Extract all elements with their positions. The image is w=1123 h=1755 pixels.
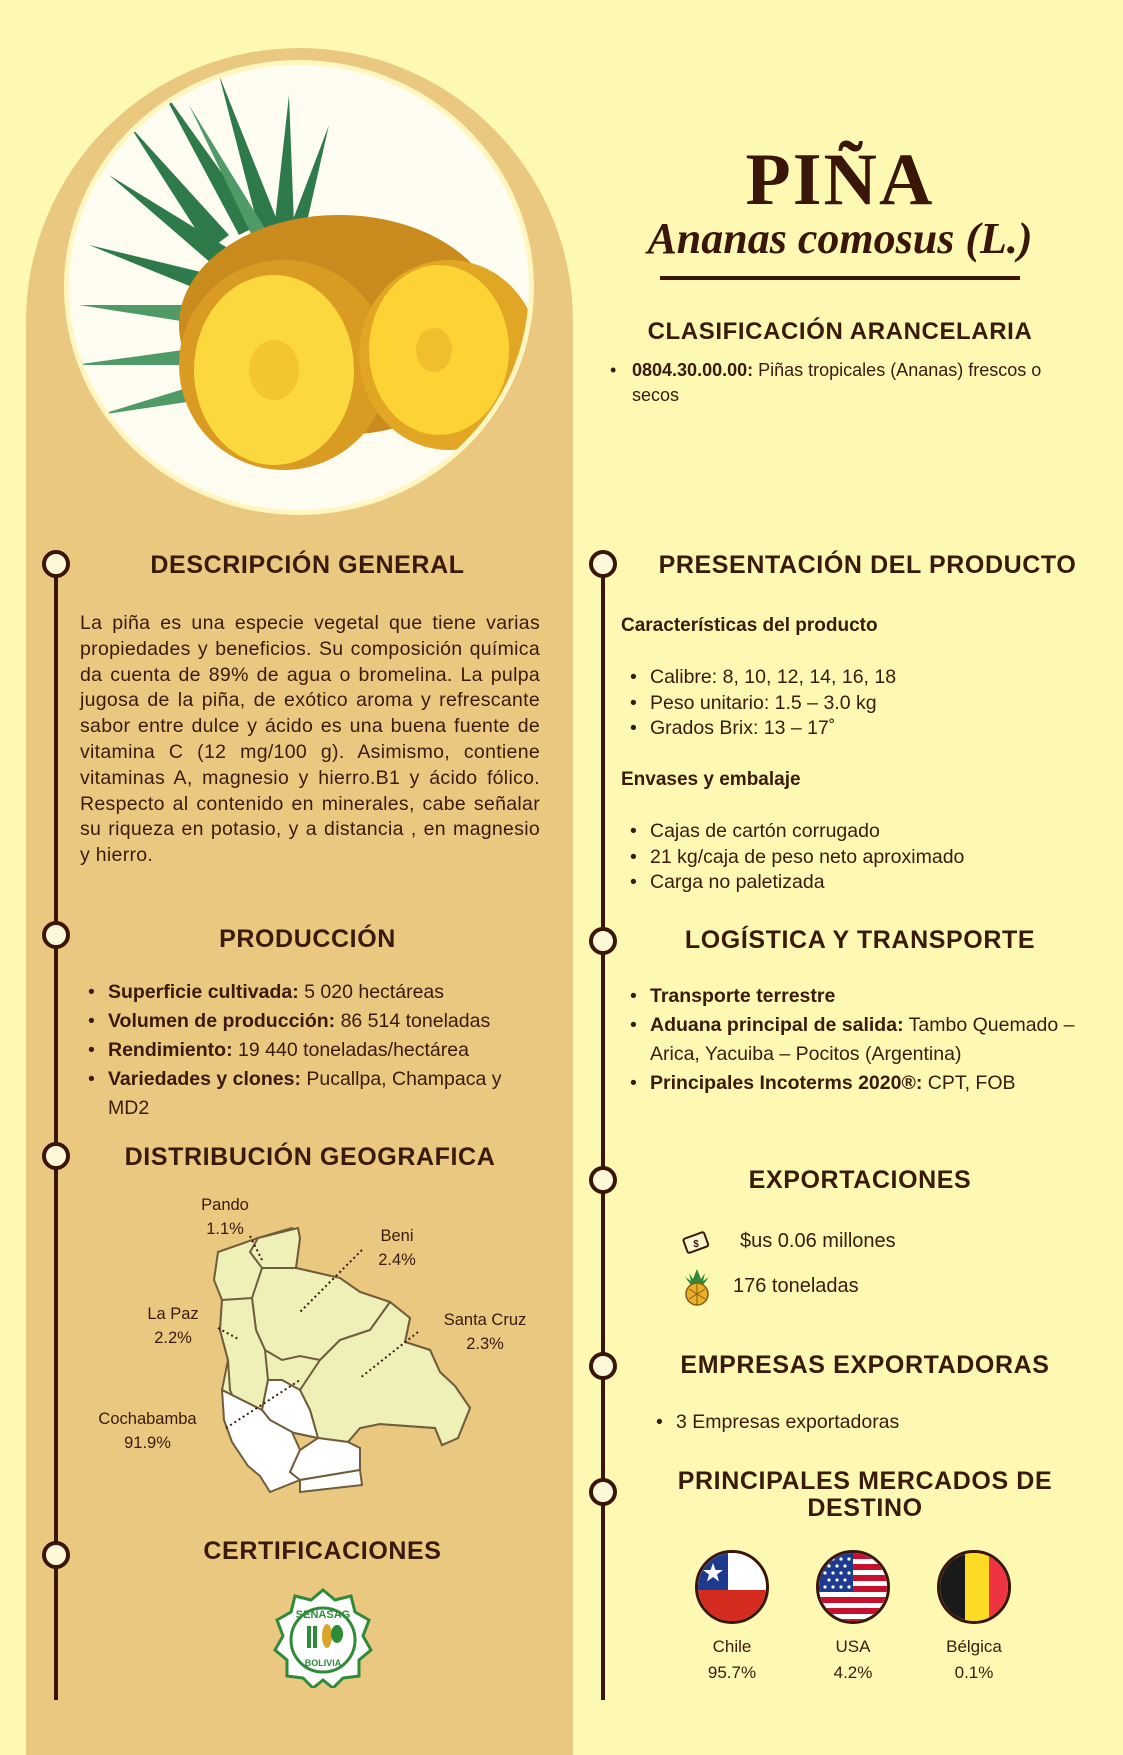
market-usa xyxy=(793,1550,913,1686)
produccion-title: PRODUCCIÓN xyxy=(219,925,396,953)
right-timeline xyxy=(601,565,605,1700)
envases-list xyxy=(626,819,1086,896)
title-underline xyxy=(660,276,1020,280)
timeline-dot xyxy=(589,1166,617,1194)
list-item: • Volumen de producción: 86 514 toneladas xyxy=(84,1007,544,1036)
logistica-list xyxy=(626,982,1076,1098)
list-item: • Peso unitario: 1.5 – 3.0 kg xyxy=(626,691,1086,717)
tariff-code: 0804.30.00.00: xyxy=(632,360,754,380)
list-item: • Rendimiento: 19 440 toneladas/hectárea xyxy=(84,1036,544,1065)
country-name: USA xyxy=(835,1637,871,1656)
timeline-dot xyxy=(42,550,70,578)
country-share: 95.7% xyxy=(707,1663,757,1682)
exportaciones-title: EXPORTACIONES xyxy=(748,1166,972,1194)
list-item: • Grados Brix: 13 – 17˚ xyxy=(626,716,1086,742)
list-item: • Variedades y clones: Pucallpa, Champaca y MD2 xyxy=(84,1065,544,1123)
timeline-dot xyxy=(589,1352,617,1380)
list-item: • 3 Empresas exportadoras xyxy=(652,1410,1072,1436)
list-item: • Cajas de cartón corrugado xyxy=(626,819,1086,845)
scientific-name: Ananas comosus (L.) xyxy=(647,214,1033,263)
page-title: PIÑA xyxy=(745,139,935,221)
country-name: Bélgica xyxy=(946,1637,1002,1656)
map-label-pando: Pando 1.1% xyxy=(201,1196,249,1238)
export-value: $us 0.06 millones xyxy=(740,1230,896,1252)
timeline-dot xyxy=(42,921,70,949)
list-item: • Aduana principal de salida: Tambo Quemado – Arica, Yacuiba – Pocitos (Argentina) xyxy=(626,1011,1076,1069)
svg-text:BOLIVIA: BOLIVIA xyxy=(304,1658,342,1668)
descripcion-text: La piña es una especie vegetal que tiene varias propiedades y beneficios. Su composición química da cuenta de 89% de agua o bromelina. La pulpa jugosa de la piña, de exótico aroma y refrescante sabor entre dulce y ácido es una buena fuente de vitamina C (12 mg/100 g). Asimismo, contiene vitaminas A, magnesio y hierro.B1 y ácido fólico. Respecto al contenido en minerales, cabe señalar su riqueza en potasio, y a distancia , en magnesio y hierro. xyxy=(80,612,540,867)
timeline-dot xyxy=(589,927,617,955)
clasificacion-title: CLASIFICACIÓN ARANCELARIA xyxy=(647,318,1033,345)
empresas-title: EMPRESAS EXPORTADORAS xyxy=(680,1351,1050,1379)
money-icon xyxy=(682,1229,712,1257)
market-belgica xyxy=(914,1550,1034,1686)
timeline-dot xyxy=(589,550,617,578)
pineapple-icon xyxy=(679,1267,715,1307)
list-item: • Superficie cultivada: 5 020 hectáreas xyxy=(84,978,544,1007)
timeline-dot xyxy=(589,1478,617,1506)
distribucion-title: DISTRIBUCIÓN GEOGRAFICA xyxy=(124,1143,496,1171)
timeline-dot xyxy=(42,1541,70,1569)
map-label-la-paz: La Paz 2.2% xyxy=(147,1305,199,1347)
certificaciones-title: CERTIFICACIONES xyxy=(203,1537,442,1565)
pineapple-photo xyxy=(64,60,534,515)
chile-flag-icon xyxy=(695,1550,769,1624)
market-chile xyxy=(672,1550,792,1686)
tariff-description: Piñas tropicales (Ananas) frescos o secos xyxy=(632,360,1042,405)
svg-text:SENASAG: SENASAG xyxy=(295,1609,351,1621)
list-item: • Carga no paletizada xyxy=(626,870,1086,896)
country-share: 0.1% xyxy=(954,1663,994,1682)
list-item: • Principales Incoterms 2020®: CPT, FOB xyxy=(626,1069,1076,1098)
empresas-list xyxy=(652,1410,1072,1436)
usa-flag-icon xyxy=(816,1550,890,1624)
list-item: • Calibre: 8, 10, 12, 14, 16, 18 xyxy=(626,665,1086,691)
left-timeline xyxy=(54,565,58,1700)
svg-text:$: $ xyxy=(693,1239,699,1250)
export-volume: 176 toneladas xyxy=(733,1275,859,1297)
belgium-flag-icon xyxy=(937,1550,1011,1624)
caracteristicas-heading: Características del producto xyxy=(621,615,878,636)
produccion-list xyxy=(84,978,544,1123)
map-label-beni: Beni 2.4% xyxy=(378,1227,416,1269)
country-share: 4.2% xyxy=(833,1663,873,1682)
list-item: • 21 kg/caja de peso neto aproximado xyxy=(626,845,1086,871)
timeline-dot xyxy=(42,1142,70,1170)
map-label-cochabamba: Cochabamba 91.9% xyxy=(98,1410,197,1452)
envases-heading: Envases y embalaje xyxy=(621,769,801,790)
senasag-logo xyxy=(273,1588,373,1688)
presentacion-title: PRESENTACIÓN DEL PRODUCTO xyxy=(658,551,1077,579)
country-name: Chile xyxy=(712,1637,752,1656)
map-label-santa-cruz: Santa Cruz 2.3% xyxy=(443,1311,527,1353)
list-item: • Transporte terrestre xyxy=(626,982,1076,1011)
caracteristicas-list xyxy=(626,665,1086,742)
mercados-title: PRINCIPALES MERCADOS DE DESTINO xyxy=(677,1467,1053,1522)
logistica-title: LOGÍSTICA Y TRANSPORTE xyxy=(684,926,1036,954)
descripcion-title: DESCRIPCIÓN GENERAL xyxy=(150,551,465,579)
clasificacion-item: • 0804.30.00.00: Piñas tropicales (Ananas) frescos o secos xyxy=(610,360,1042,405)
